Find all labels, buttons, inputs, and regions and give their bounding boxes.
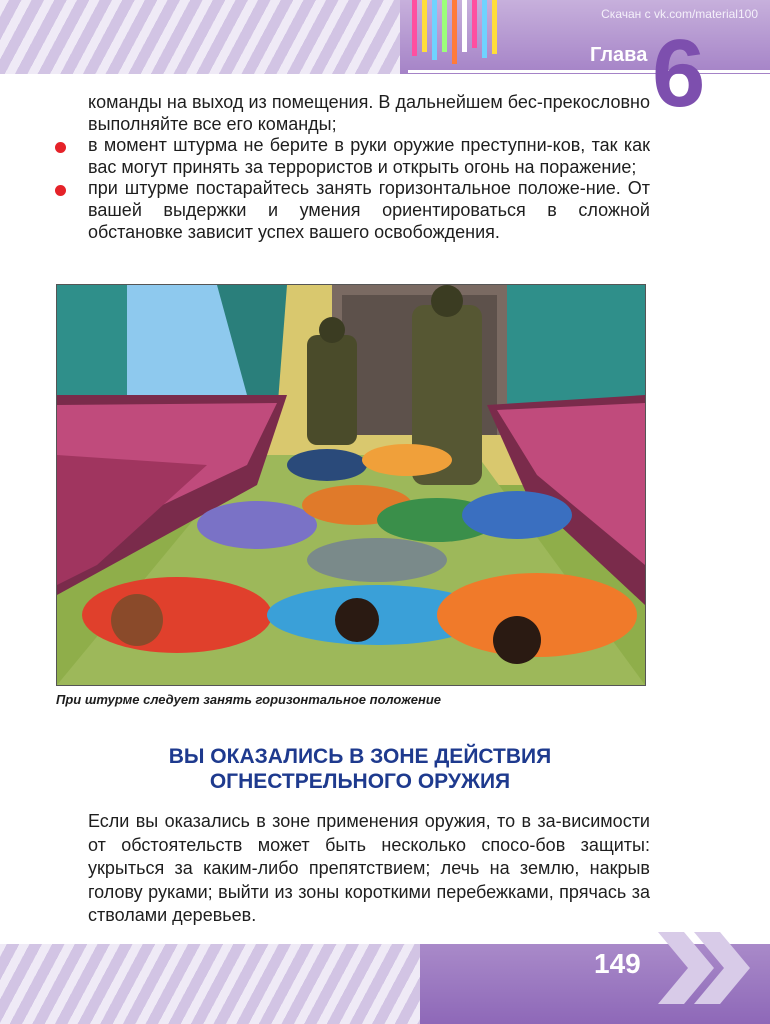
section-heading-line: ОГНЕСТРЕЛЬНОГО ОРУЖИЯ xyxy=(209,770,511,793)
section-heading xyxy=(80,744,640,794)
section-heading-line: ВЫ ОКАЗАЛИСЬ В ЗОНЕ ДЕЙСТВИЯ xyxy=(168,745,552,768)
bullet-item: в момент штурма не берите в руки оружие преступни-ков, так как вас могут принять за террористов и открыть огонь на поражение; xyxy=(88,135,650,177)
chapter-number: 6 xyxy=(652,20,706,127)
footer-stripes xyxy=(0,944,440,1024)
bullet-item: при штурме постарайтесь занять горизонтальное положе-ние. От вашей выдержки и умения ориентироваться в сложной обстановке зависит успех вашего освобождения. xyxy=(88,178,650,242)
header-stripes xyxy=(0,0,400,74)
storm-illustration xyxy=(56,284,646,686)
double-chevron-icon xyxy=(650,928,760,1008)
header-divider xyxy=(408,70,770,73)
header-color-bars xyxy=(412,0,497,66)
figure-caption: При штурме следует занять горизонтальное положение xyxy=(56,692,442,707)
page-number: 149 xyxy=(594,948,641,979)
body-text xyxy=(88,92,650,243)
continued-paragraph: команды на выход из помещения. В дальнейшем бес-прекословно выполняйте все его команды; xyxy=(88,92,650,134)
chapter-label: Глава xyxy=(590,44,648,66)
section-paragraph: Если вы оказались в зоне применения оружия, то в за-висимости от обстоятельств может быть несколько спосо-бов защиты: укрыться за каким-либо препятствием; лечь на землю, накрыв голову руками; выйти из зоны короткими перебежками, прячась за стволами деревьев. xyxy=(88,811,650,925)
watermark: Скачан с vk.com/material100 xyxy=(601,7,758,21)
